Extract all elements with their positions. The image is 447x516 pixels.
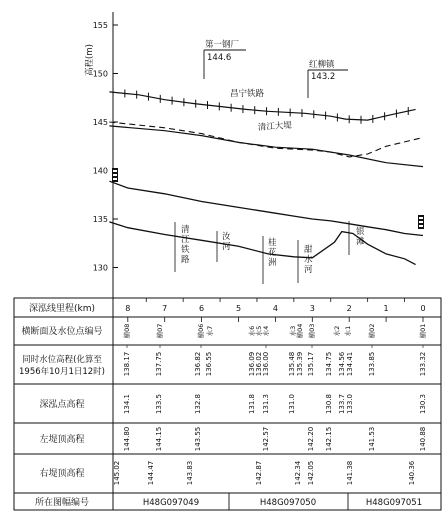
bridge-1-value: 144.6 [207, 53, 232, 63]
section-id-cell: 横07 [156, 323, 164, 339]
km-label: 0 [420, 304, 426, 313]
section-id-cell: 横04 [296, 323, 304, 339]
levee-label: 清江大堤 [257, 120, 293, 133]
y-tick-label: 145 [92, 118, 108, 127]
km-label: 6 [199, 304, 205, 313]
right-dike-cell: 142.87 [255, 460, 263, 486]
row-label-section-id: 横断面及水位点编号 [21, 327, 103, 337]
km-label: 7 [162, 304, 168, 313]
bridge-callout-2 [308, 59, 348, 98]
thalweg-elev-cell: 131.0 [288, 393, 296, 415]
thalweg-elev-cell: 130.8 [325, 393, 333, 415]
left-dike-cell: 142.57 [262, 426, 270, 452]
bridge-2-value: 143.2 [311, 72, 336, 82]
water-level-cell: 135.48 [288, 351, 296, 377]
right-dike-cell: 145.02 [113, 460, 121, 486]
km-label: 4 [272, 304, 278, 313]
section-id-cell: 水1 [344, 325, 352, 337]
railway-label: 昌宁铁路 [230, 89, 265, 99]
water-level-cell: 135.39 [296, 351, 304, 377]
water-level-cell: 136.82 [194, 351, 202, 377]
map-sheet-3: H48G097051 [365, 498, 423, 508]
feature-label-yintan: 银滩 [356, 227, 365, 247]
water-level-cell: 134.75 [325, 351, 333, 377]
data-table [14, 298, 441, 510]
y-tick-label: 140 [92, 166, 108, 176]
feature-label-tianshui-river: 甜水河 [304, 245, 313, 275]
water-level-cell: 136.55 [205, 351, 213, 377]
left-dike-cell: 142.15 [325, 426, 333, 452]
thalweg-elev-cell: 131.8 [248, 393, 256, 415]
y-tick-label: 130 [92, 263, 108, 273]
gauge-marker-right [418, 215, 424, 229]
water-level-cell: 133.32 [419, 351, 427, 377]
thalweg-elev-cell: 130.3 [419, 393, 427, 415]
water-level-cell: 135.17 [307, 351, 315, 377]
km-label: 8 [125, 304, 131, 313]
km-label: 2 [346, 304, 352, 313]
y-axis [84, 12, 118, 298]
water-level-cell: 134.41 [346, 351, 354, 377]
map-sheet-2: H48G097050 [259, 498, 317, 508]
km-label: 3 [309, 304, 315, 313]
left-dike-cell: 141.53 [368, 426, 376, 452]
left-dike-cell: 143.55 [194, 426, 202, 452]
thalweg-elev-cell: 132.8 [194, 393, 202, 415]
row-label-water-level-1: 同时水位高程(化算至 [22, 355, 102, 365]
water-level-cell: 136.02 [255, 351, 263, 377]
row-label-map-sheet: 所在图幅编号 [34, 498, 90, 508]
water-level-cell: 136.00 [262, 351, 270, 377]
bridge-callout-1 [204, 39, 246, 79]
y-axis-label: 高程(m) [85, 44, 95, 76]
section-id-cell: 水5 [255, 325, 263, 337]
water-level-cell: 137.75 [155, 351, 163, 377]
left-dike-cell: 140.88 [419, 426, 427, 452]
thalweg-elev-cell: 133.0 [346, 393, 354, 415]
row-label-left-dike: 左堤顶高程 [39, 435, 85, 445]
km-label: 5 [235, 304, 242, 313]
row-label-km: 深泓线里程(km) [28, 304, 96, 314]
bridge-2-title: 红柳镇 [309, 60, 335, 70]
gauge-marker-left [112, 168, 118, 182]
section-id-cell: 水3 [289, 325, 297, 337]
section-id-cell: 横03 [308, 323, 316, 339]
right-dike-cell: 141.38 [346, 460, 354, 486]
feature-label-guihuazhou: 桂花洲 [268, 238, 277, 268]
thalweg-line [109, 222, 415, 265]
left-dike-cell: 142.20 [307, 426, 315, 452]
section-id-cell: 横02 [368, 323, 376, 339]
feature-labels [175, 221, 365, 284]
thalweg-elev-cell: 133.5 [155, 393, 163, 415]
feature-label-ru-river: 汝河 [222, 232, 231, 252]
section-id-cell: 水6 [248, 325, 256, 337]
section-id-cell: 水2 [333, 325, 341, 337]
km-label: 1 [383, 304, 389, 313]
thalweg-elev-cell: 133.7 [338, 393, 346, 415]
section-id-cell: 水4 [262, 325, 270, 337]
left-dike-cell: 144.15 [155, 426, 163, 452]
water-level-line [109, 181, 423, 235]
profile-lines [109, 88, 423, 264]
row-label-right-dike: 右堤顶高程 [39, 469, 85, 479]
bridge-1-title: 第一钢厂 [205, 40, 240, 50]
feature-label-qingjiang-railway: 清江铁路 [181, 225, 190, 265]
water-level-cell: 134.56 [338, 351, 346, 377]
y-tick-label: 150 [92, 69, 108, 79]
section-id-cell: 横08 [123, 323, 131, 339]
thalweg-elev-cell: 131.3 [262, 393, 270, 415]
row-label-water-level-2: 1956年10月1日12时) [19, 367, 105, 377]
water-level-cell: 133.85 [368, 351, 376, 377]
y-tick-label: 135 [92, 215, 108, 224]
map-sheet-1: H48G097049 [142, 498, 200, 508]
right-dike-cell: 140.36 [408, 460, 416, 486]
right-dike-cell: 142.34 [294, 460, 302, 486]
section-id-cell: 横06 [197, 323, 205, 339]
water-level-cell: 138.17 [123, 351, 131, 377]
y-tick-label: 155 [92, 21, 108, 30]
right-dike-cell: 144.47 [147, 460, 155, 486]
thalweg-elev-cell: 134.1 [123, 393, 131, 415]
section-id-cell: 横01 [419, 323, 427, 339]
row-label-thalweg: 深泓点高程 [39, 400, 85, 410]
left-dike-cell: 144.80 [123, 426, 131, 452]
right-dike-cell: 143.83 [186, 460, 194, 486]
section-id-cell: 水7 [206, 325, 214, 337]
right-dike-cell: 142.05 [307, 460, 315, 486]
water-level-cell: 136.09 [248, 351, 256, 377]
